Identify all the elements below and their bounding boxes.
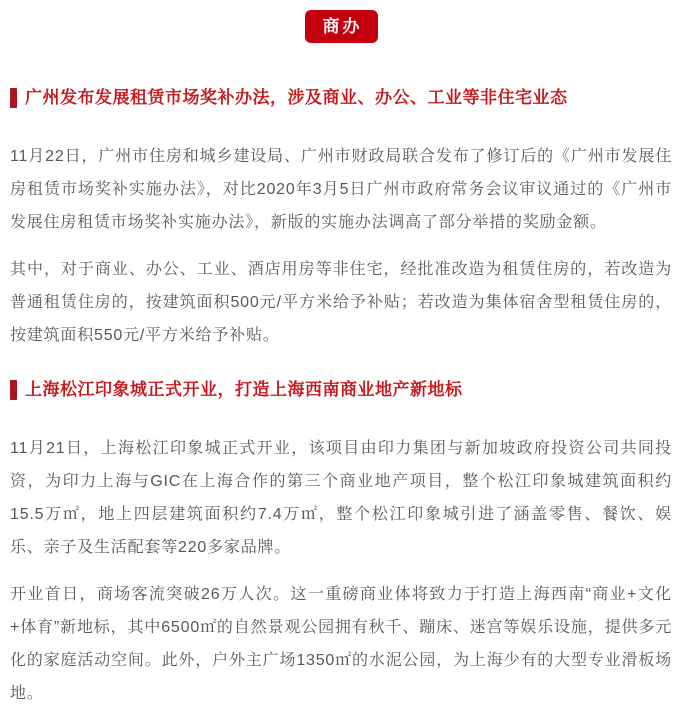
- section-guangzhou: [10, 86, 672, 352]
- paragraph: 其中，对于商业、办公、工业、酒店用房等非住宅，经批准改造为租赁住房的，若改造为普通租赁住房的，按建筑面积500元/平方米给予补贴；若改造为集体宿舍型租赁住房的，按建筑面积550元/平方米给予补贴。: [10, 261, 672, 344]
- paragraph: 开业首日，商场客流突破26万人次。这一重磅商业体将致力于打造上海西南“商业+文化+体育”新地标，其中6500㎡的自然景观公园拥有秋千、蹦床、迷宫等娱乐设施，提供多元化的家庭活动空间。此外，户外主广场1350㎡的水泥公园，为上海少有的大型专业滑板场地。: [10, 586, 672, 702]
- category-badge: 商办: [305, 10, 378, 43]
- paragraph: 11月21日，上海松江印象城正式开业，该项目由印力集团与新加坡政府投资公司共同投资，为印力上海与GIC在上海合作的第三个商业地产项目，整个松江印象城建筑面积约15.5万㎡，地上四层建筑面积约7.4万㎡，整个松江印象城引进了涵盖零售、餐饮、娱乐、亲子及生活配套等220多家品牌。: [10, 440, 672, 556]
- heading-bar-icon: [10, 88, 17, 108]
- section-heading-text: 上海松江印象城正式开业，打造上海西南商业地产新地标: [25, 380, 463, 399]
- section-heading-text: 广州发布发展租赁市场奖补办法，涉及商业、办公、工业等非住宅业态: [25, 88, 568, 107]
- section-heading: [10, 86, 672, 110]
- paragraph: 11月22日，广州市住房和城乡建设局、广州市财政局联合发布了修订后的《广州市发展住房租赁市场奖补实施办法》，对比2020年3月5日广州市政府常务会议审议通过的《广州市发展住房租赁市场奖补实施办法》，新版的实施办法调高了部分举措的奖励金额。: [10, 148, 672, 231]
- section-heading: [10, 378, 672, 402]
- section-shanghai: [10, 378, 672, 710]
- heading-bar-icon: [10, 380, 17, 400]
